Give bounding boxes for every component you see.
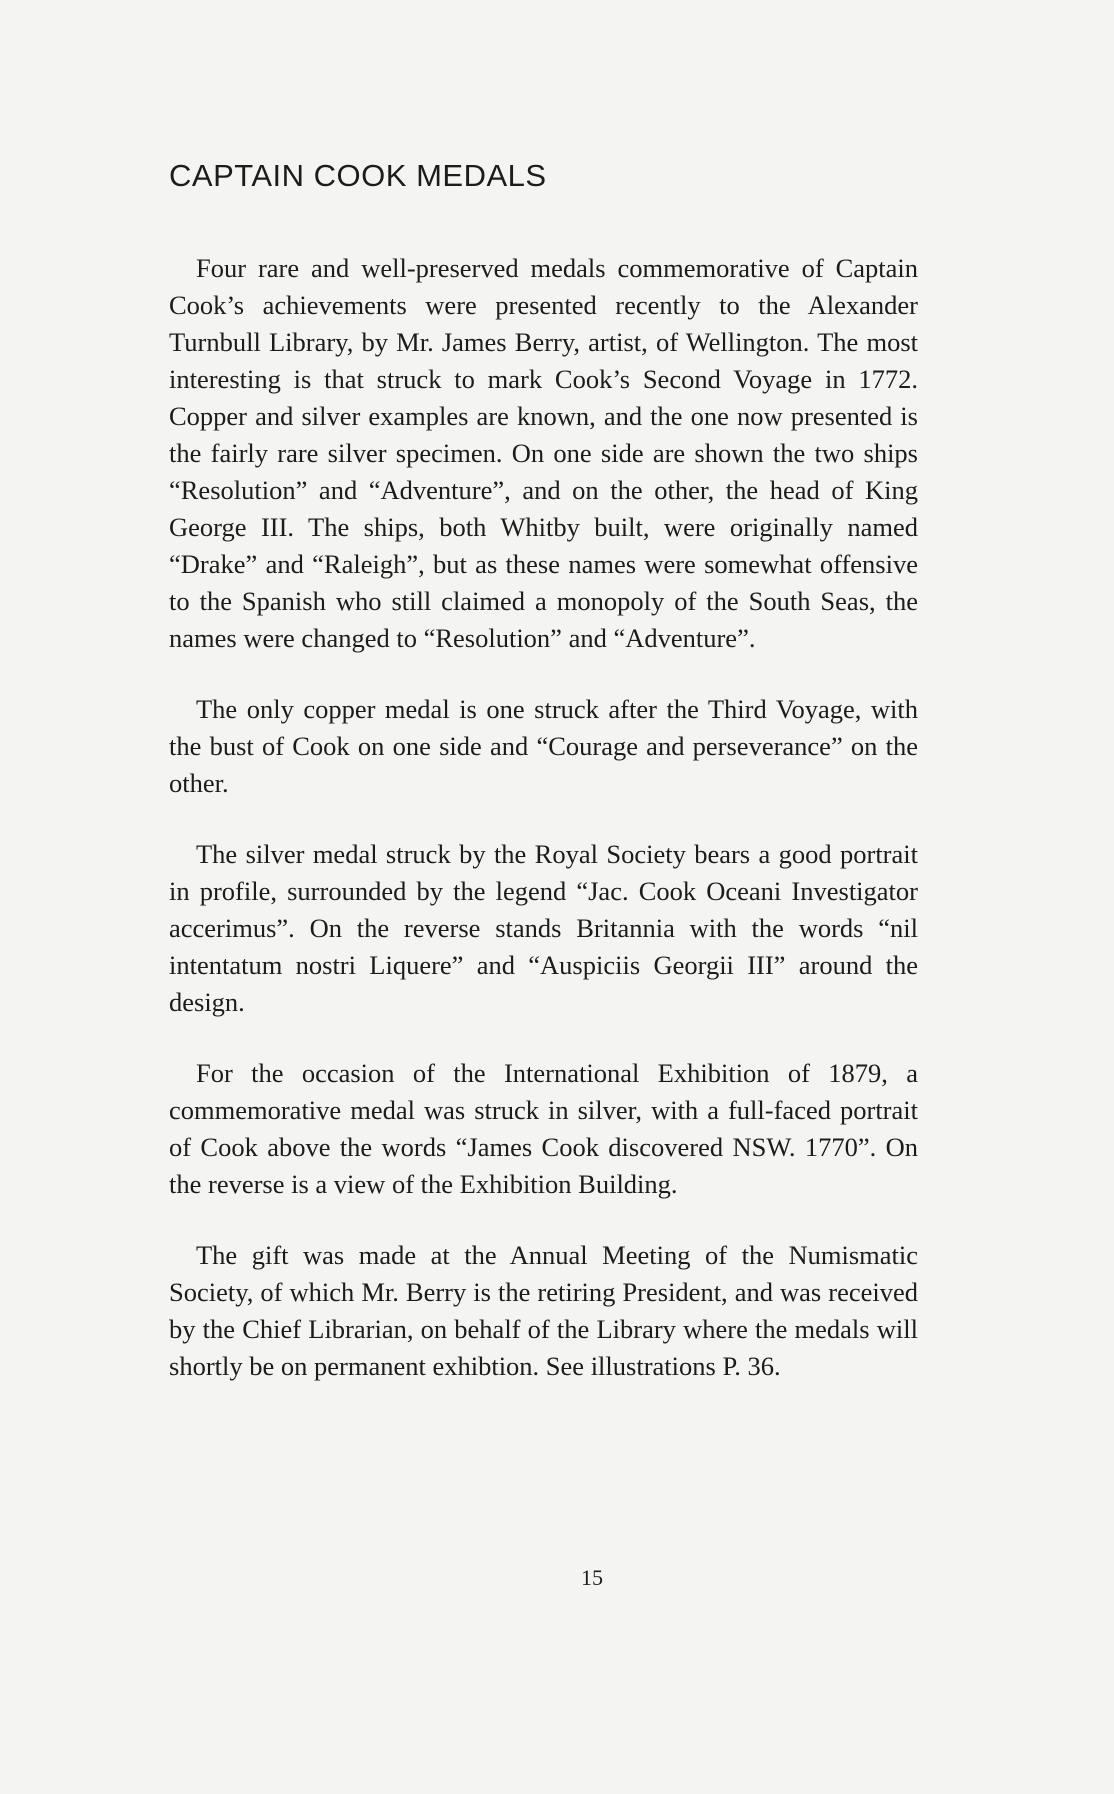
paragraph-gift-presentation: The gift was made at the Annual Meeting of the Numismatic Society, of which Mr. Berry is the retiring President, and was received by the Chief Librarian, on behalf of the Library where the medals will shortly be on permanent exhibtion. See illustrations P. 36.: [169, 1240, 918, 1381]
paragraph-royal-society-medal: The silver medal struck by the Royal Society bears a good portrait in profile, surrounded by the legend “Jac. Cook Oceani Investigator accerimus”. On the reverse stands Britannia with the words “nil intentatum nostri Liquere” and “Auspiciis Georgii III” around the design.: [169, 839, 918, 1017]
article-body: [169, 250, 918, 1419]
paragraph-second-voyage-medal: Four rare and well-preserved medals commemorative of Captain Cook’s achievements were presented recently to the Alexander Turnbull Library, by Mr. James Berry, artist, of Wellington. The most interesting is that struck to mark Cook’s Second Voyage in 1772. Copper and silver examples are known, and the one now presented is the fairly rare silver specimen. On one side are shown the two ships “Resolution” and “Adventure”, and on the other, the head of King George III. The ships, both Whitby built, were originally named “Drake” and “Raleigh”, but as these names were somewhat offensive to the Spanish who still claimed a monopoly of the South Seas, the names were changed to “Resolution” and “Adventure”.: [169, 253, 918, 653]
page-number: 15: [581, 1565, 603, 1590]
paragraph-exhibition-medal: For the occasion of the International Exhibition of 1879, a commemorative medal was struck in silver, with a full-faced portrait of Cook above the words “James Cook discovered NSW. 1770”. On the reverse is a view of the Exhibition Building.: [169, 1058, 918, 1199]
paragraph-copper-medal: The only copper medal is one struck after the Third Voyage, with the bust of Cook on one side and “Courage and perseverance” on the other.: [169, 694, 918, 798]
article-title: CAPTAIN COOK MEDALS: [169, 158, 547, 193]
